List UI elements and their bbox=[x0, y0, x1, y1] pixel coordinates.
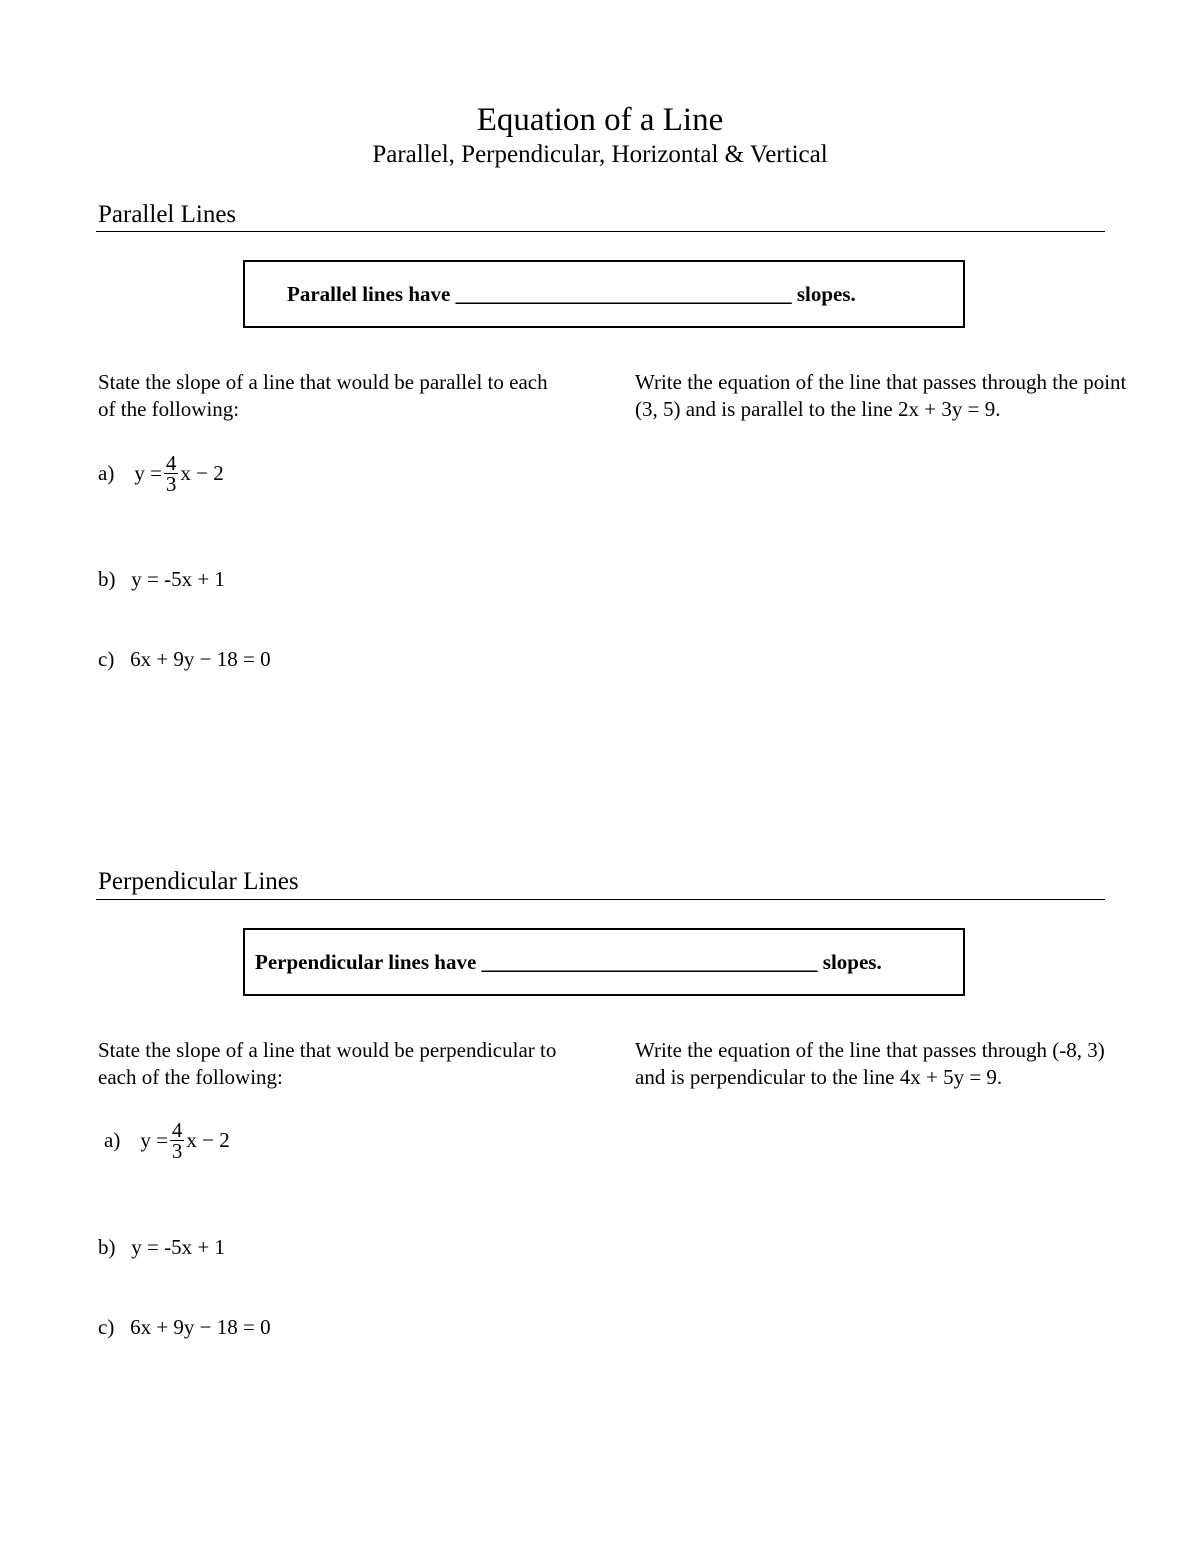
parallel-box-blank[interactable]: ________________________________ bbox=[455, 281, 792, 306]
perpendicular-item-a bbox=[104, 1120, 230, 1161]
perpendicular-box-blank[interactable]: ________________________________ bbox=[481, 949, 818, 974]
parallel-item-a bbox=[98, 453, 224, 494]
perpendicular-right-instruction: Write the equation of the line that passes through (-8, 3) and is perpendicular to the line 4x + 5y = 9. bbox=[635, 1038, 1105, 1089]
equation-rhs: x − 2 bbox=[180, 461, 224, 485]
item-label: a) bbox=[104, 1128, 121, 1152]
parallel-left-instruction: State the slope of a line that would be parallel to each of the following: bbox=[98, 370, 548, 421]
equation-lhs: y = bbox=[134, 461, 162, 485]
page-subtitle: Parallel, Perpendicular, Horizontal & Vertical bbox=[372, 141, 828, 168]
perpendicular-definition-box bbox=[243, 928, 965, 996]
parallel-box-end: slopes. bbox=[791, 281, 856, 306]
item-label: a) bbox=[98, 461, 115, 485]
parallel-right-instruction: Write the equation of the line that passes through the point (3, 5) and is parallel to the line 2x + 3y = 9. bbox=[635, 370, 1127, 421]
parallel-box-start: Parallel lines have bbox=[287, 281, 456, 306]
parallel-item-c: c) 6x + 9y − 18 = 0 bbox=[98, 647, 271, 671]
perpendicular-box-start: Perpendicular lines have bbox=[255, 949, 482, 974]
perpendicular-left-instruction: State the slope of a line that would be perpendicular to each of the following: bbox=[98, 1038, 557, 1089]
parallel-divider bbox=[96, 231, 1105, 232]
fraction-denominator: 3 bbox=[171, 1139, 183, 1163]
perpendicular-heading: Perpendicular Lines bbox=[98, 868, 299, 895]
parallel-item-b: b) y = -5x + 1 bbox=[98, 567, 225, 591]
parallel-heading: Parallel Lines bbox=[98, 201, 237, 228]
fraction bbox=[164, 453, 179, 494]
perpendicular-divider bbox=[96, 899, 1105, 900]
page-title: Equation of a Line bbox=[476, 102, 724, 138]
perpendicular-item-b: b) y = -5x + 1 bbox=[98, 1235, 225, 1259]
fraction-denominator: 3 bbox=[165, 472, 177, 496]
fraction-numerator: 4 bbox=[165, 451, 177, 475]
parallel-definition-box bbox=[243, 260, 965, 328]
equation-lhs: y = bbox=[140, 1128, 168, 1152]
perpendicular-box-end: slopes. bbox=[817, 949, 882, 974]
fraction bbox=[170, 1120, 185, 1161]
perpendicular-item-c: c) 6x + 9y − 18 = 0 bbox=[98, 1315, 271, 1339]
fraction-numerator: 4 bbox=[171, 1118, 183, 1142]
equation-rhs: x − 2 bbox=[186, 1128, 230, 1152]
